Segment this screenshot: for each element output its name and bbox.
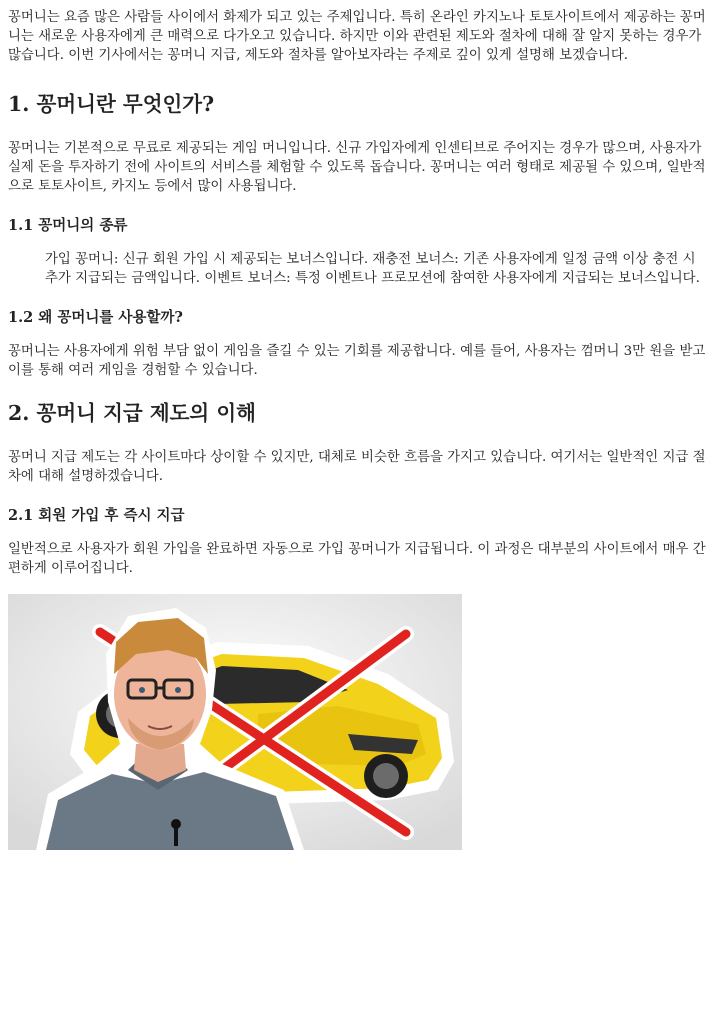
section-2-paragraph: 꽁머니 지급 제도는 각 사이트마다 상이할 수 있지만, 대체로 비슷한 흐름을 가지고 있습니다. 여기서는 일반적인 지급 절차에 대해 설명하겠습니다. xyxy=(8,450,706,484)
subsection-2-1-heading: 2.1 회원 가입 후 즉시 지급 xyxy=(8,507,185,524)
article-image xyxy=(8,594,462,850)
intro-paragraph: 꽁머니는 요즘 많은 사람들 사이에서 화제가 되고 있는 주제입니다. 특히 온라인 카지노나 토토사이트에서 제공하는 꽁머니는 새로운 사용자에게 큰 매력으로 다가오고 있습니다. 하지만 이와 관련된 제도와 절차에 대해 잘 알지 못하는 경우가 많습니다. 이번 기사에서는 꽁머니 지급, 제도와 절차를 알아보자라는 주제로 깊이 있게 설명해 보겠습니다. xyxy=(8,10,706,63)
section-2-heading: 2. 꽁머니 지급 제도의 이해 xyxy=(8,401,256,425)
section-1-paragraph: 꽁머니는 기본적으로 무료로 제공되는 게임 머니입니다. 신규 가입자에게 인센티브로 주어지는 경우가 많으며, 사용자가 실제 돈을 투자하기 전에 사이트의 서비스를 체험할 수 있도록 돕습니다. 꽁머니는 여러 형태로 제공될 수 있으며, 일반적으로 토토사이트, 카지노 등에서 많이 사용됩니다. xyxy=(8,141,706,194)
subsection-1-1-heading: 1.1 꽁머니의 종류 xyxy=(8,217,128,234)
section-1-heading: 1. 꽁머니란 무엇인가? xyxy=(8,92,215,116)
subsection-1-2-heading: 1.2 왜 꽁머니를 사용할까? xyxy=(8,309,183,326)
subsection-1-1-paragraph: 가입 꽁머니: 신규 회원 가입 시 제공되는 보너스입니다. 재충전 보너스: 기존 사용자에게 일정 금액 이상 충전 시 추가 지급되는 금액입니다. 이벤트 보너스: 특정 이벤트나 프로모션에 참여한 사용자에게 지급되는 보너스입니다. xyxy=(45,252,700,286)
subsection-1-2-paragraph: 꽁머니는 사용자에게 위험 부담 없이 게임을 즐길 수 있는 기회를 제공합니다. 예를 들어, 사용자는 껌머니 3만 원을 받고 이를 통해 여러 게임을 경험할 수 있습니다. xyxy=(8,344,706,378)
photo-man-car-crossed-icon xyxy=(8,594,462,850)
subsection-2-1-paragraph: 일반적으로 사용자가 회원 가입을 완료하면 자동으로 가입 꽁머니가 지급됩니다. 이 과정은 대부분의 사이트에서 매우 간편하게 이루어집니다. xyxy=(8,542,706,576)
